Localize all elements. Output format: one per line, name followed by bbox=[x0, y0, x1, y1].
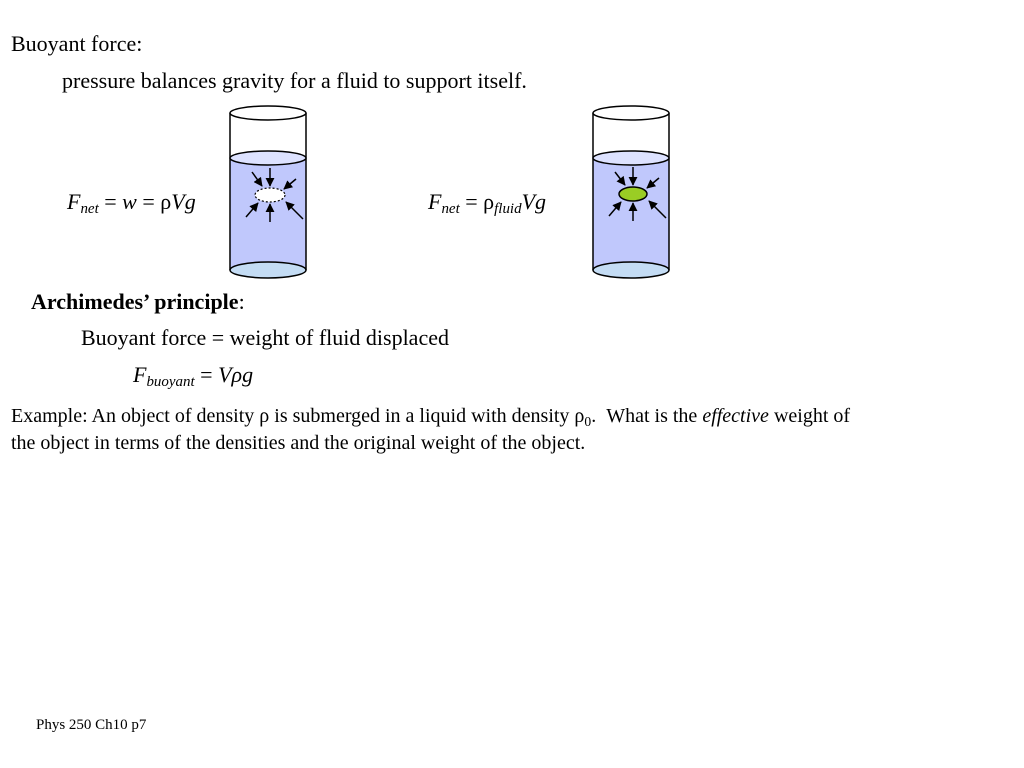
archimedes-title bbox=[31, 289, 245, 315]
eq1-rho: ρ bbox=[160, 189, 172, 214]
cylinder-submerged-object-diagram bbox=[586, 100, 678, 286]
formula-equals: = bbox=[194, 362, 219, 387]
formula-buoyant-subscript: buoyant bbox=[146, 374, 195, 391]
eq2-Vg: Vg bbox=[521, 189, 547, 214]
eq2-net-subscript: net bbox=[441, 201, 460, 218]
eq1-w: w bbox=[122, 189, 137, 214]
example-rho-subscript: 0 bbox=[584, 413, 592, 429]
example-text-b: . What is the bbox=[591, 405, 703, 427]
buoyant-force-formula bbox=[133, 362, 253, 391]
example-line-2: the object in terms of the densities and the original weight of the object. bbox=[11, 432, 586, 454]
cylinder-fluid-element-diagram bbox=[224, 100, 316, 286]
example-effective: effective bbox=[702, 405, 769, 427]
eq2-rho: ρ bbox=[483, 189, 495, 214]
eq2-F: F bbox=[428, 189, 442, 214]
eq1-Vg: Vg bbox=[171, 189, 196, 214]
example-text-c: weight of bbox=[768, 405, 851, 427]
slide-footer: Phys 250 Ch10 p7 bbox=[36, 717, 147, 733]
formula-rho: ρ bbox=[231, 362, 243, 387]
eq1-F: F bbox=[67, 189, 81, 214]
archimedes-statement: Buoyant force = weight of fluid displaced bbox=[81, 325, 449, 350]
formula-V: V bbox=[218, 362, 232, 387]
archimedes-title-text: Archimedes’ principle bbox=[31, 289, 239, 314]
example-line-1 bbox=[11, 405, 850, 430]
net-force-equation-1 bbox=[67, 189, 196, 218]
eq2-equals: = bbox=[459, 189, 484, 214]
heading: Buoyant force: bbox=[11, 31, 143, 56]
archimedes-colon: : bbox=[238, 289, 245, 314]
eq2-fluid-subscript: fluid bbox=[494, 201, 522, 218]
example-text-a: Example: An object of density ρ is submerged in a liquid with density ρ bbox=[11, 405, 585, 427]
net-force-equation-2 bbox=[428, 189, 546, 218]
subheading: pressure balances gravity for a fluid to support itself. bbox=[62, 68, 527, 93]
eq1-net-subscript: net bbox=[80, 201, 99, 218]
eq1-equals-a: = bbox=[98, 189, 123, 214]
formula-g: g bbox=[242, 362, 254, 387]
formula-F: F bbox=[133, 362, 147, 387]
eq1-equals-b: = bbox=[136, 189, 161, 214]
